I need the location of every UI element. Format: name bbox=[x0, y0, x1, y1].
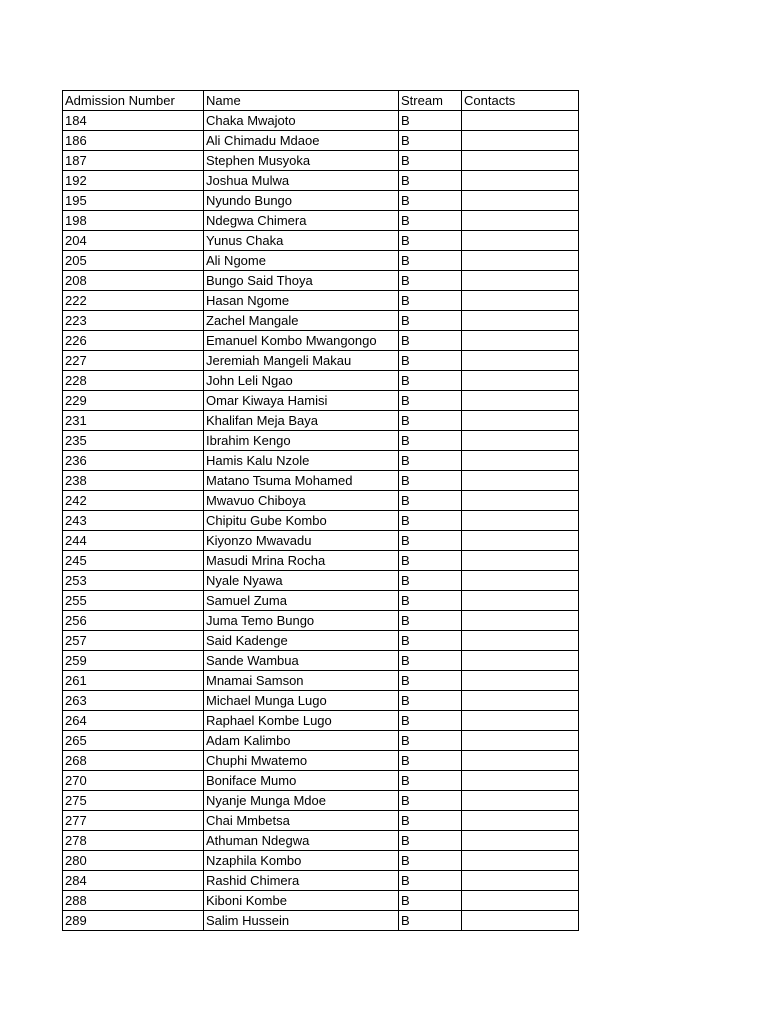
name-cell: Omar Kiwaya Hamisi bbox=[204, 391, 399, 411]
table-row bbox=[63, 151, 579, 171]
name-cell: Nyanje Munga Mdoe bbox=[204, 791, 399, 811]
table-header-row bbox=[63, 91, 579, 111]
contacts-cell bbox=[462, 551, 579, 571]
name-cell: Nyale Nyawa bbox=[204, 571, 399, 591]
contacts-cell bbox=[462, 691, 579, 711]
stream-cell: B bbox=[399, 431, 462, 451]
table-row bbox=[63, 571, 579, 591]
table-row bbox=[63, 411, 579, 431]
name-cell: Juma Temo Bungo bbox=[204, 611, 399, 631]
admission-number-cell: 259 bbox=[63, 651, 204, 671]
contacts-cell bbox=[462, 211, 579, 231]
stream-cell: B bbox=[399, 911, 462, 931]
admission-number-cell: 270 bbox=[63, 771, 204, 791]
name-cell: Raphael Kombe Lugo bbox=[204, 711, 399, 731]
admission-number-cell: 277 bbox=[63, 811, 204, 831]
contacts-cell bbox=[462, 871, 579, 891]
admission-number-cell: 235 bbox=[63, 431, 204, 451]
name-cell: Ndegwa Chimera bbox=[204, 211, 399, 231]
stream-cell: B bbox=[399, 711, 462, 731]
stream-cell: B bbox=[399, 831, 462, 851]
name-cell: Yunus Chaka bbox=[204, 231, 399, 251]
admission-number-cell: 261 bbox=[63, 671, 204, 691]
admission-number-cell: 228 bbox=[63, 371, 204, 391]
name-cell: Hasan Ngome bbox=[204, 291, 399, 311]
table-body bbox=[63, 111, 579, 931]
stream-cell: B bbox=[399, 471, 462, 491]
name-cell: Zachel Mangale bbox=[204, 311, 399, 331]
stream-cell: B bbox=[399, 531, 462, 551]
admission-number-cell: 275 bbox=[63, 791, 204, 811]
admission-number-cell: 268 bbox=[63, 751, 204, 771]
stream-cell: B bbox=[399, 851, 462, 871]
stream-cell: B bbox=[399, 391, 462, 411]
contacts-cell bbox=[462, 191, 579, 211]
stream-cell: B bbox=[399, 771, 462, 791]
admission-number-cell: 263 bbox=[63, 691, 204, 711]
stream-cell: B bbox=[399, 351, 462, 371]
stream-cell: B bbox=[399, 371, 462, 391]
admission-number-cell: 187 bbox=[63, 151, 204, 171]
admission-number-cell: 192 bbox=[63, 171, 204, 191]
table-row bbox=[63, 891, 579, 911]
admission-number-cell: 195 bbox=[63, 191, 204, 211]
admission-number-cell: 231 bbox=[63, 411, 204, 431]
stream-cell: B bbox=[399, 811, 462, 831]
admission-number-cell: 204 bbox=[63, 231, 204, 251]
stream-cell: B bbox=[399, 871, 462, 891]
table-row bbox=[63, 351, 579, 371]
admission-number-cell: 198 bbox=[63, 211, 204, 231]
header-contacts: Contacts bbox=[462, 91, 579, 111]
table-row bbox=[63, 491, 579, 511]
contacts-cell bbox=[462, 811, 579, 831]
admission-number-cell: 226 bbox=[63, 331, 204, 351]
name-cell: Ali Chimadu Mdaoe bbox=[204, 131, 399, 151]
table-row bbox=[63, 371, 579, 391]
admission-number-cell: 186 bbox=[63, 131, 204, 151]
contacts-cell bbox=[462, 371, 579, 391]
contacts-cell bbox=[462, 451, 579, 471]
admission-number-cell: 288 bbox=[63, 891, 204, 911]
contacts-cell bbox=[462, 131, 579, 151]
table-row bbox=[63, 691, 579, 711]
table-row bbox=[63, 431, 579, 451]
stream-cell: B bbox=[399, 231, 462, 251]
table-row bbox=[63, 291, 579, 311]
table-row bbox=[63, 391, 579, 411]
contacts-cell bbox=[462, 171, 579, 191]
admission-number-cell: 242 bbox=[63, 491, 204, 511]
stream-cell: B bbox=[399, 671, 462, 691]
table-row bbox=[63, 311, 579, 331]
table-row bbox=[63, 131, 579, 151]
name-cell: Hamis Kalu Nzole bbox=[204, 451, 399, 471]
contacts-cell bbox=[462, 851, 579, 871]
contacts-cell bbox=[462, 271, 579, 291]
table-row bbox=[63, 171, 579, 191]
stream-cell: B bbox=[399, 411, 462, 431]
table-row bbox=[63, 631, 579, 651]
contacts-cell bbox=[462, 891, 579, 911]
name-cell: Said Kadenge bbox=[204, 631, 399, 651]
stream-cell: B bbox=[399, 631, 462, 651]
stream-cell: B bbox=[399, 151, 462, 171]
contacts-cell bbox=[462, 291, 579, 311]
admission-number-cell: 227 bbox=[63, 351, 204, 371]
contacts-cell bbox=[462, 631, 579, 651]
table-row bbox=[63, 611, 579, 631]
name-cell: Rashid Chimera bbox=[204, 871, 399, 891]
name-cell: Nzaphila Kombo bbox=[204, 851, 399, 871]
table-row bbox=[63, 791, 579, 811]
table-row bbox=[63, 831, 579, 851]
contacts-cell bbox=[462, 751, 579, 771]
name-cell: Kiboni Kombe bbox=[204, 891, 399, 911]
stream-cell: B bbox=[399, 691, 462, 711]
stream-cell: B bbox=[399, 211, 462, 231]
contacts-cell bbox=[462, 911, 579, 931]
name-cell: Mnamai Samson bbox=[204, 671, 399, 691]
stream-cell: B bbox=[399, 451, 462, 471]
contacts-cell bbox=[462, 351, 579, 371]
contacts-cell bbox=[462, 791, 579, 811]
name-cell: Emanuel Kombo Mwangongo bbox=[204, 331, 399, 351]
name-cell: Ibrahim Kengo bbox=[204, 431, 399, 451]
name-cell: Samuel Zuma bbox=[204, 591, 399, 611]
contacts-cell bbox=[462, 771, 579, 791]
stream-cell: B bbox=[399, 491, 462, 511]
stream-cell: B bbox=[399, 751, 462, 771]
stream-cell: B bbox=[399, 611, 462, 631]
name-cell: Michael Munga Lugo bbox=[204, 691, 399, 711]
stream-cell: B bbox=[399, 571, 462, 591]
table-row bbox=[63, 771, 579, 791]
name-cell: Matano Tsuma Mohamed bbox=[204, 471, 399, 491]
admission-number-cell: 205 bbox=[63, 251, 204, 271]
contacts-cell bbox=[462, 391, 579, 411]
table-row bbox=[63, 871, 579, 891]
admission-number-cell: 278 bbox=[63, 831, 204, 851]
admission-number-cell: 257 bbox=[63, 631, 204, 651]
name-cell: Masudi Mrina Rocha bbox=[204, 551, 399, 571]
stream-cell: B bbox=[399, 291, 462, 311]
table-row bbox=[63, 531, 579, 551]
admission-number-cell: 255 bbox=[63, 591, 204, 611]
stream-cell: B bbox=[399, 111, 462, 131]
stream-cell: B bbox=[399, 271, 462, 291]
stream-cell: B bbox=[399, 791, 462, 811]
name-cell: Nyundo Bungo bbox=[204, 191, 399, 211]
name-cell: Bungo Said Thoya bbox=[204, 271, 399, 291]
stream-cell: B bbox=[399, 551, 462, 571]
student-list-table bbox=[62, 90, 579, 931]
table-row bbox=[63, 231, 579, 251]
table-row bbox=[63, 271, 579, 291]
name-cell: Athuman Ndegwa bbox=[204, 831, 399, 851]
admission-number-cell: 244 bbox=[63, 531, 204, 551]
contacts-cell bbox=[462, 151, 579, 171]
name-cell: Joshua Mulwa bbox=[204, 171, 399, 191]
name-cell: Chipitu Gube Kombo bbox=[204, 511, 399, 531]
table-row bbox=[63, 511, 579, 531]
table-row bbox=[63, 211, 579, 231]
table-row bbox=[63, 451, 579, 471]
contacts-cell bbox=[462, 431, 579, 451]
table-row bbox=[63, 251, 579, 271]
contacts-cell bbox=[462, 671, 579, 691]
table-row bbox=[63, 331, 579, 351]
admission-number-cell: 223 bbox=[63, 311, 204, 331]
table-row bbox=[63, 671, 579, 691]
contacts-cell bbox=[462, 471, 579, 491]
contacts-cell bbox=[462, 711, 579, 731]
contacts-cell bbox=[462, 411, 579, 431]
stream-cell: B bbox=[399, 311, 462, 331]
admission-number-cell: 208 bbox=[63, 271, 204, 291]
contacts-cell bbox=[462, 611, 579, 631]
stream-cell: B bbox=[399, 251, 462, 271]
stream-cell: B bbox=[399, 891, 462, 911]
contacts-cell bbox=[462, 591, 579, 611]
name-cell: Salim Hussein bbox=[204, 911, 399, 931]
stream-cell: B bbox=[399, 591, 462, 611]
admission-number-cell: 243 bbox=[63, 511, 204, 531]
table-row bbox=[63, 111, 579, 131]
stream-cell: B bbox=[399, 171, 462, 191]
admission-number-cell: 222 bbox=[63, 291, 204, 311]
table-row bbox=[63, 591, 579, 611]
contacts-cell bbox=[462, 311, 579, 331]
admission-number-cell: 238 bbox=[63, 471, 204, 491]
contacts-cell bbox=[462, 331, 579, 351]
admission-number-cell: 284 bbox=[63, 871, 204, 891]
contacts-cell bbox=[462, 231, 579, 251]
admission-number-cell: 264 bbox=[63, 711, 204, 731]
contacts-cell bbox=[462, 111, 579, 131]
name-cell: Kiyonzo Mwavadu bbox=[204, 531, 399, 551]
admission-number-cell: 253 bbox=[63, 571, 204, 591]
admission-number-cell: 229 bbox=[63, 391, 204, 411]
stream-cell: B bbox=[399, 191, 462, 211]
contacts-cell bbox=[462, 491, 579, 511]
name-cell: Chai Mmbetsa bbox=[204, 811, 399, 831]
contacts-cell bbox=[462, 511, 579, 531]
admission-number-cell: 265 bbox=[63, 731, 204, 751]
table-row bbox=[63, 811, 579, 831]
header-stream: Stream bbox=[399, 91, 462, 111]
stream-cell: B bbox=[399, 731, 462, 751]
name-cell: Khalifan Meja Baya bbox=[204, 411, 399, 431]
admission-number-cell: 245 bbox=[63, 551, 204, 571]
contacts-cell bbox=[462, 251, 579, 271]
header-name: Name bbox=[204, 91, 399, 111]
contacts-cell bbox=[462, 651, 579, 671]
table-row bbox=[63, 731, 579, 751]
stream-cell: B bbox=[399, 651, 462, 671]
table-row bbox=[63, 711, 579, 731]
name-cell: Adam Kalimbo bbox=[204, 731, 399, 751]
table-row bbox=[63, 191, 579, 211]
contacts-cell bbox=[462, 831, 579, 851]
table-row bbox=[63, 471, 579, 491]
admission-number-cell: 280 bbox=[63, 851, 204, 871]
admission-number-cell: 289 bbox=[63, 911, 204, 931]
table-row bbox=[63, 651, 579, 671]
name-cell: Stephen Musyoka bbox=[204, 151, 399, 171]
name-cell: Chuphi Mwatemo bbox=[204, 751, 399, 771]
name-cell: John Leli Ngao bbox=[204, 371, 399, 391]
header-admission-number: Admission Number bbox=[63, 91, 204, 111]
stream-cell: B bbox=[399, 511, 462, 531]
stream-cell: B bbox=[399, 131, 462, 151]
contacts-cell bbox=[462, 731, 579, 751]
stream-cell: B bbox=[399, 331, 462, 351]
name-cell: Jeremiah Mangeli Makau bbox=[204, 351, 399, 371]
name-cell: Ali Ngome bbox=[204, 251, 399, 271]
table-row bbox=[63, 751, 579, 771]
admission-number-cell: 184 bbox=[63, 111, 204, 131]
name-cell: Boniface Mumo bbox=[204, 771, 399, 791]
contacts-cell bbox=[462, 531, 579, 551]
table-row bbox=[63, 851, 579, 871]
name-cell: Sande Wambua bbox=[204, 651, 399, 671]
table-row bbox=[63, 911, 579, 931]
name-cell: Chaka Mwajoto bbox=[204, 111, 399, 131]
admission-number-cell: 236 bbox=[63, 451, 204, 471]
admission-number-cell: 256 bbox=[63, 611, 204, 631]
contacts-cell bbox=[462, 571, 579, 591]
name-cell: Mwavuo Chiboya bbox=[204, 491, 399, 511]
table-row bbox=[63, 551, 579, 571]
